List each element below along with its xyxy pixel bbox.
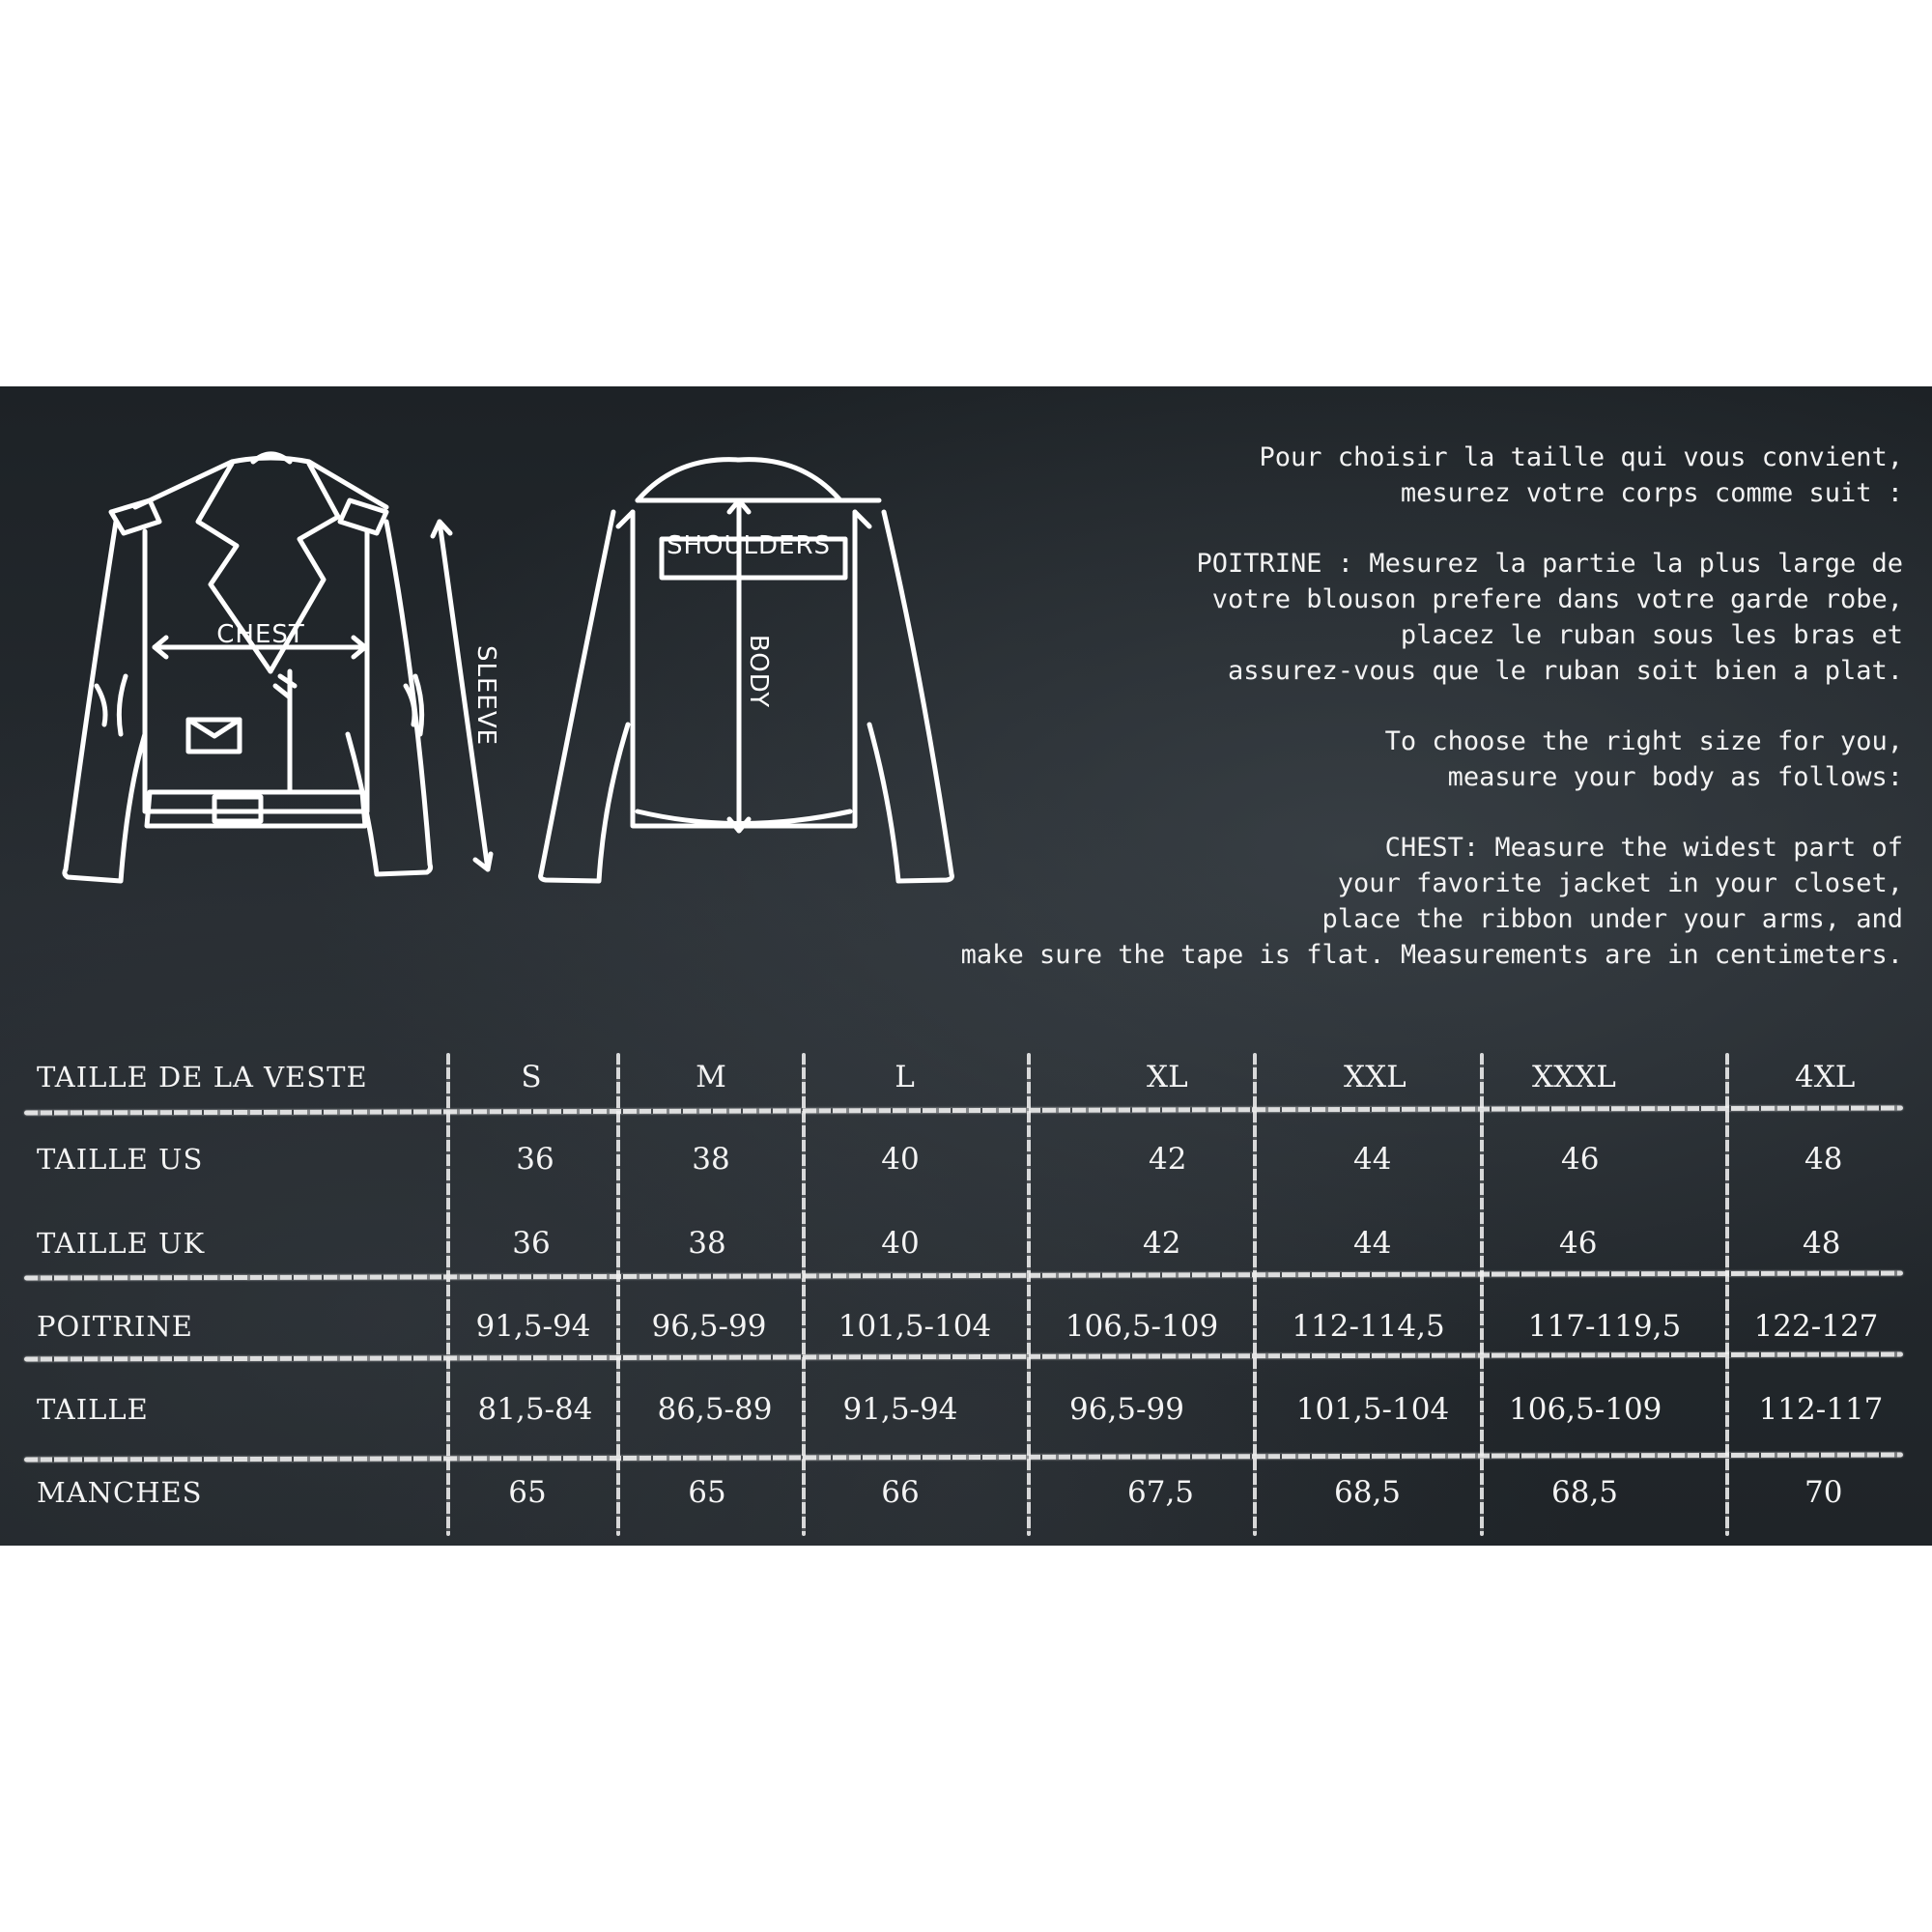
instruction-line: assurez-vous que le ruban soit bien a plat. [1228, 656, 1903, 686]
instruction-line: measure your body as follows: [1447, 762, 1903, 792]
table-cell: 36 [516, 1142, 554, 1177]
table-cell: 42 [1143, 1226, 1181, 1261]
instruction-line: your favorite jacket in your closet, [1337, 868, 1903, 898]
size-xl: XL [1147, 1060, 1188, 1094]
table-cell: 112-114,5 [1292, 1309, 1445, 1344]
table-cell: 38 [692, 1142, 730, 1177]
row-divider [24, 1105, 1903, 1115]
table-cell: 48 [1804, 1142, 1843, 1177]
front-jacket-icon [65, 454, 431, 881]
table-cell: 96,5-99 [651, 1309, 767, 1344]
table-cell: 68,5 [1551, 1475, 1619, 1510]
table-row [0, 1214, 1932, 1272]
chest-label: CHEST [216, 620, 305, 649]
table-cell: 86,5-89 [657, 1392, 773, 1427]
table-cell: 46 [1561, 1142, 1600, 1177]
instruction-line: votre blouson prefere dans votre garde robe, [1211, 584, 1903, 614]
size-table [0, 1053, 1932, 1546]
instruction-line: place the ribbon under your arms, and [1321, 904, 1903, 934]
table-cell: 48 [1803, 1226, 1841, 1261]
table-cell: 40 [881, 1142, 920, 1177]
table-cell: 122-127 [1753, 1309, 1879, 1344]
table-cell: 101,5-104 [1295, 1392, 1450, 1427]
table-cell: 91,5-94 [475, 1309, 591, 1344]
size-s: S [521, 1060, 542, 1094]
table-cell: 44 [1353, 1142, 1392, 1177]
instruction-line: POITRINE : Mesurez la partie la plus large de [1196, 549, 1903, 579]
instruction-line: CHEST: Measure the widest part of [1384, 833, 1903, 863]
table-cell: 96,5-99 [1069, 1392, 1184, 1427]
size-l: L [895, 1060, 915, 1094]
table-cell: 67,5 [1127, 1475, 1195, 1510]
table-row [0, 1463, 1932, 1521]
row-label: TAILLE US [37, 1143, 204, 1176]
size-4xl: 4XL [1795, 1060, 1856, 1094]
instruction-line: mesurez votre corps comme suit : [1400, 478, 1903, 508]
table-cell: 81,5-84 [477, 1392, 593, 1427]
table-cell: 68,5 [1334, 1475, 1402, 1510]
row-divider [24, 1452, 1903, 1462]
table-row [0, 1297, 1932, 1355]
table-cell: 66 [881, 1475, 920, 1510]
table-cell: 65 [688, 1475, 726, 1510]
chalkboard-panel [0, 386, 1932, 1546]
table-cell: 91,5-94 [842, 1392, 958, 1427]
table-cell: 38 [688, 1226, 726, 1261]
table-cell: 36 [512, 1226, 551, 1261]
table-cell: 106,5-109 [1509, 1392, 1662, 1427]
instruction-line: make sure the tape is flat. Measurements are in centimeters. [960, 940, 1903, 970]
table-row [0, 1380, 1932, 1438]
table-cell: 112-117 [1758, 1392, 1884, 1427]
table-cell: 44 [1353, 1226, 1392, 1261]
table-cell: 106,5-109 [1065, 1309, 1219, 1344]
sleeve-label: SLEEVE [471, 644, 500, 747]
row-label: TAILLE [37, 1393, 149, 1426]
table-cell: 65 [508, 1475, 547, 1510]
table-cell: 40 [881, 1226, 920, 1261]
table-cell: 42 [1149, 1142, 1187, 1177]
table-row [0, 1130, 1932, 1188]
shoulders-label: SHOULDERS [666, 531, 832, 560]
instruction-line: placez le ruban sous les bras et [1400, 620, 1903, 650]
jacket-diagram [0, 386, 966, 908]
body-label: BODY [744, 634, 773, 709]
measurement-instructions [840, 440, 1903, 973]
table-cell: 70 [1804, 1475, 1843, 1510]
instruction-line: To choose the right size for you, [1384, 726, 1903, 756]
table-header-row [0, 1048, 1932, 1106]
row-label: POITRINE [37, 1310, 193, 1343]
table-cell: 46 [1559, 1226, 1598, 1261]
instruction-line: Pour choisir la taille qui vous convient, [1259, 442, 1903, 472]
size-xxxl: XXXL [1532, 1060, 1616, 1094]
size-m: M [696, 1060, 726, 1094]
table-cell: 101,5-104 [838, 1309, 992, 1344]
header-label: TAILLE DE LA VESTE [37, 1061, 368, 1094]
row-label: TAILLE UK [37, 1227, 206, 1260]
table-cell: 117-119,5 [1527, 1309, 1682, 1344]
size-xxl: XXL [1344, 1060, 1406, 1094]
row-label: MANCHES [37, 1476, 203, 1509]
